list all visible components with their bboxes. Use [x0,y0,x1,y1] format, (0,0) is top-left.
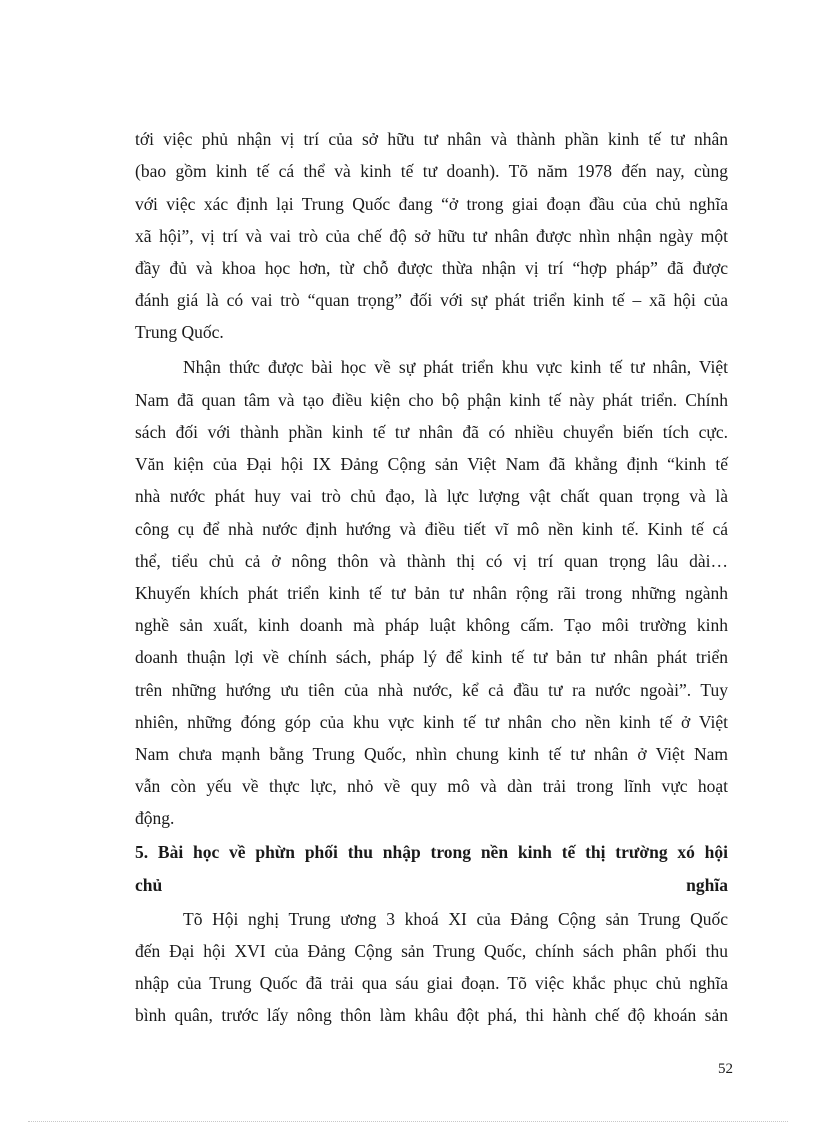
text-line: Trung Quốc. [135,322,224,342]
text-line: (bao gồm kinh tế cá thể và kinh tế tư doanh). Tõ năm 1978 đến nay, cùng [135,161,728,181]
text-line: nhập của Trung Quốc đã trải qua sáu giai đoạn. Tõ việc khắc phục chủ nghĩa [135,973,728,993]
text-line: Tõ Hội nghị Trung ương 3 khoá XI của Đảng Cộng sản Trung Quốc [183,909,728,929]
page-bottom-divider [28,1121,788,1122]
section-heading-continuation [135,874,728,896]
text-line: đánh giá là có vai trò “quan trọng” đối với sự phát triển kinh tế – xã hội của [135,290,728,310]
text-line: với việc xác định lại Trung Quốc đang “ở trong giai đoạn đầu của chủ nghĩa [135,194,728,214]
text-line: vẫn còn yếu về thực lực, nhỏ về quy mô và dàn trải trong lĩnh vực hoạt [135,776,728,796]
text-line: nhà nước phát huy vai trò chủ đạo, là lực lượng vật chất quan trọng và là [135,486,728,506]
text-line: trên những hướng ưu tiên của nhà nước, kể cả đầu tư ra nước ngoài”. Tuy [135,680,728,700]
text-line: xã hội”, vị trí và vai trò của chế độ sở hữu tư nhân được nhìn nhận ngày một [135,226,728,246]
heading-word-left: chủ [135,875,163,895]
text-line: đầy đủ và khoa học hơn, từ chỗ được thừa nhận vị trí “hợp pháp” đã được [135,258,728,278]
heading-word-right: nghĩa [686,875,728,895]
text-line: đến Đại hội XVI của Đảng Cộng sản Trung Quốc, chính sách phân phối thu [135,941,728,961]
text-line: động. [135,808,175,828]
section-heading: 5. Bài học về phừn phối thu nhập trong nền kinh tế thị trường xó hội [135,842,728,862]
text-line: bình quân, trước lấy nông thôn làm khâu đột phá, thi hành chế độ khoán sản [135,1005,728,1025]
text-line: tới việc phủ nhận vị trí của sở hữu tư nhân và thành phần kinh tế tư nhân [135,129,728,149]
text-line: doanh thuận lợi về chính sách, pháp lý để kinh tế tư bản tư nhân phát triển [135,647,728,667]
text-line: nhiên, những đóng góp của khu vực kinh tế tư nhân cho nền kinh tế ở Việt [135,712,728,732]
text-line: thể, tiểu chủ cả ở nông thôn và thành thị có vị trí quan trọng lâu dài… [135,551,728,571]
text-line: sách đối với thành phần kinh tế tư nhân đã có nhiều chuyển biến tích cực. [135,422,728,442]
text-line: Nhận thức được bài học về sự phát triển khu vực kinh tế tư nhân, Việt [183,357,728,377]
text-line: Khuyến khích phát triển kinh tế tư bản tư nhân rộng rãi trong những ngành [135,583,728,603]
text-line: Nam chưa mạnh bằng Trung Quốc, nhìn chung kinh tế tư nhân ở Việt Nam [135,744,728,764]
page-number: 52 [718,1061,733,1077]
text-line: Nam đã quan tâm và tạo điều kiện cho bộ phận kinh tế này phát triển. Chính [135,390,728,410]
text-line: nghề sản xuất, kinh doanh mà pháp luật không cấm. Tạo môi trường kinh [135,615,728,635]
text-line: công cụ để nhà nước định hướng và điều tiết vĩ mô nền kinh tế. Kinh tế cá [135,519,728,539]
text-line: Văn kiện của Đại hội IX Đảng Cộng sản Việt Nam đã khẳng định “kinh tế [135,454,728,474]
